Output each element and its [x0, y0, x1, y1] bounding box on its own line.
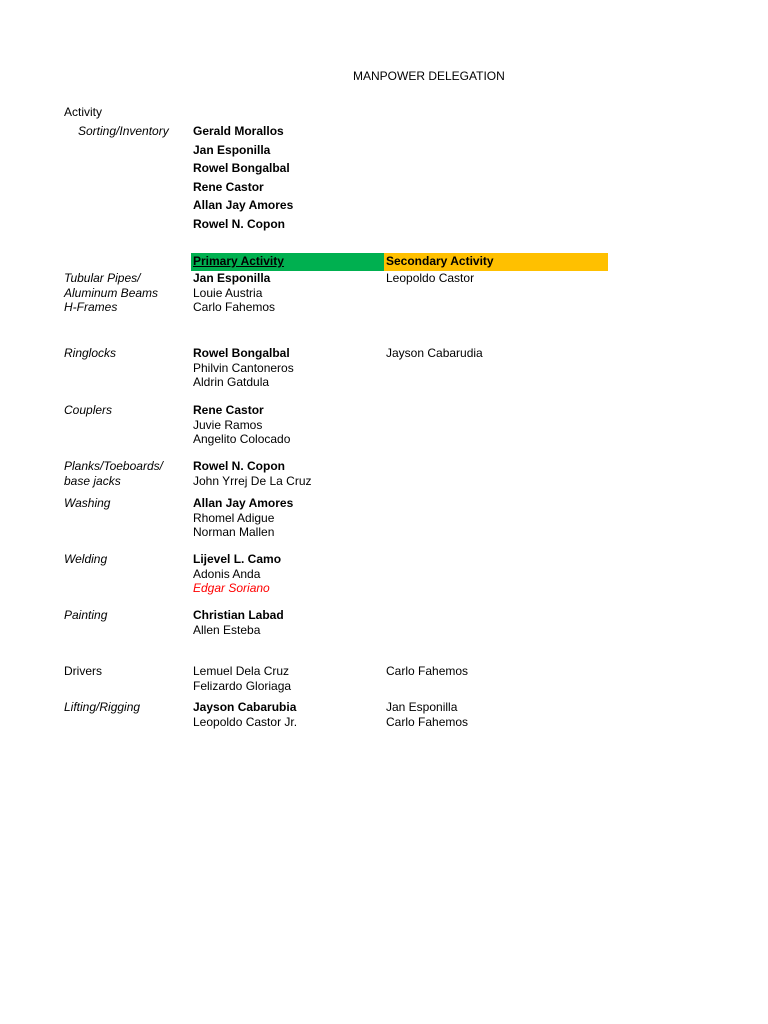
lead-name: Jan Esponilla	[193, 271, 271, 285]
lead-name: Rowel N. Copon	[193, 459, 285, 473]
primary-names	[193, 608, 284, 637]
activity-label: Drivers	[64, 664, 102, 678]
secondary-names	[386, 700, 468, 729]
secondary-name: Leopoldo Castor	[386, 271, 475, 285]
lead-name: Christian Labad	[193, 608, 284, 622]
primary-names	[193, 496, 293, 540]
member-name: John Yrrej De La Cruz	[193, 473, 312, 488]
lead-name: Jayson Cabarubia	[193, 700, 297, 714]
sorting-names	[193, 124, 293, 236]
lead-name: Allan Jay Amores	[193, 496, 294, 510]
member-name: Rhomel Adigue	[193, 510, 275, 525]
primary-names	[193, 346, 294, 390]
member-name: Leopoldo Castor Jr.	[193, 714, 298, 729]
activity-label: Lifting/Rigging	[64, 700, 141, 714]
member-name: Lemuel Dela Cruz	[193, 664, 290, 678]
member-name: Adonis Anda	[193, 566, 261, 581]
member-name: Felizardo Gloriaga	[193, 678, 292, 693]
activity-label: Couplers	[64, 403, 113, 417]
member-name: Norman Mallen	[193, 525, 275, 539]
member-name: Louie Austria	[193, 285, 263, 300]
primary-names	[193, 552, 281, 596]
primary-names	[193, 403, 290, 447]
member-name: Philvin Cantoneros	[193, 360, 294, 375]
member-name: Juvie Ramos	[193, 417, 263, 432]
sorting-name: Gerald Morallos	[193, 124, 284, 138]
activity-label: Ringlocks	[64, 346, 117, 360]
primary-names	[193, 271, 275, 315]
secondary-names	[386, 346, 483, 361]
member-name: Allen Esteba	[193, 622, 261, 637]
secondary-name: Jan Esponilla	[386, 700, 458, 714]
member-name: Carlo Fahemos	[193, 300, 276, 314]
sorting-name: Rowel Bongalbal	[193, 161, 290, 176]
secondary-name: Carlo Fahemos	[386, 664, 469, 678]
sorting-name: Allan Jay Amores	[193, 198, 294, 213]
primary-names	[193, 459, 312, 488]
primary-activity-header: Primary Activity	[191, 253, 384, 271]
secondary-names	[386, 271, 474, 286]
activity-label: Tubular Pipes/ Aluminum Beams H-Frames	[64, 271, 159, 314]
activity-label: Washing	[64, 496, 111, 510]
activity-label: Welding	[64, 552, 108, 566]
lead-name: Rowel Bongalbal	[193, 346, 290, 360]
secondary-name: Jayson Cabarudia	[386, 346, 483, 360]
lead-name: Rene Castor	[193, 403, 264, 417]
member-name: Aldrin Gatdula	[193, 375, 270, 389]
sorting-name: Jan Esponilla	[193, 142, 271, 157]
activity-label: Planks/Toeboards/ base jacks	[64, 459, 163, 488]
activity-label: Painting	[64, 608, 108, 622]
activity-label: Activity	[64, 105, 103, 119]
member-name: Angelito Colocado	[193, 432, 291, 446]
sorting-name: Rene Castor	[193, 179, 264, 194]
page-title: MANPOWER DELEGATION	[353, 69, 505, 83]
secondary-name: Carlo Fahemos	[386, 714, 469, 729]
lead-name: Lijevel L. Camo	[193, 552, 282, 566]
secondary-names	[386, 664, 468, 679]
primary-names	[193, 664, 291, 693]
primary-names	[193, 700, 297, 729]
secondary-activity-header: Secondary Activity	[384, 253, 608, 271]
member-name-highlighted: Edgar Soriano	[193, 581, 270, 595]
sorting-label: Sorting/Inventory	[78, 124, 169, 138]
sorting-name: Rowel N. Copon	[193, 216, 285, 231]
